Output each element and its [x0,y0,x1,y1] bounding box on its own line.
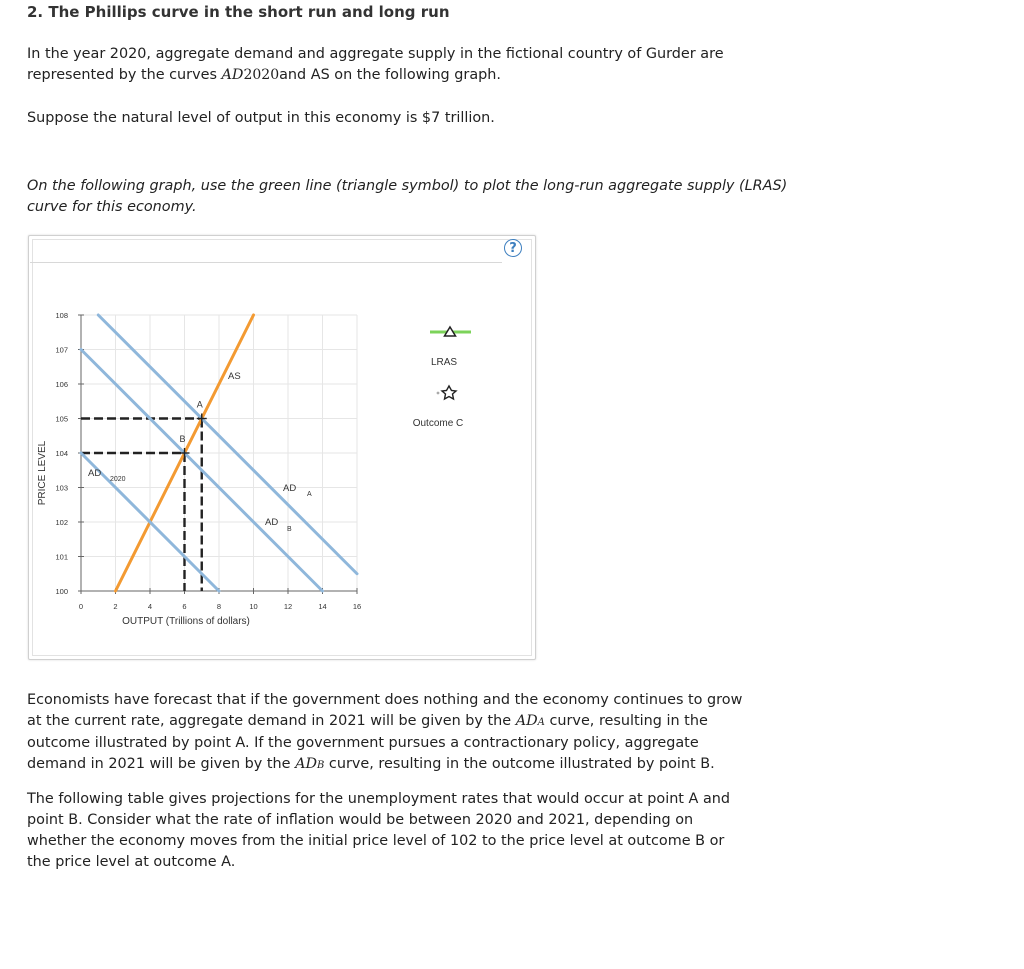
x-tick-label: 8 [216,602,222,611]
forecast-line-1: Economists have forecast that if the government does nothing and the economy continues to grow [27,692,743,708]
table-line-1: The following table gives projections for the unemployment rates that would occur at point A and [27,791,731,807]
outcome-c-handle-dot[interactable] [437,392,440,395]
forecast-line-3: outcome illustrated by point A. If the government pursues a contractionary policy, aggregate [27,735,699,751]
natural-level-text: Suppose the natural level of output in this economy is $7 trillion. [27,110,495,126]
outcome-c-tool[interactable] [437,386,456,399]
intro-line-1: In the year 2020, aggregate demand and aggregate supply in the fictional country of Gurder are [27,46,724,62]
help-icon[interactable]: ? [504,239,522,257]
y-axis-label: PRICE LEVEL [37,440,48,506]
table-line-2: point B. Consider what the rate of inflation would be between 2020 and 2021, depending on [27,812,694,828]
axis-layer [55,311,361,611]
forecast-line-2: at the current rate, aggregate demand in 2021 will be given by the ADA curve, resulting in the [27,713,708,729]
x-tick-label: 10 [249,602,258,611]
intro-text-end: and AS on the following graph. [279,67,501,83]
intro-text: represented by the curves [27,67,222,83]
table-line-3: whether the economy moves from the initial price level of 102 to the price level at outcome B or [27,833,725,849]
lras-tool[interactable] [430,327,471,336]
x-tick-label: 6 [182,602,187,611]
y-tick-label: 104 [55,449,68,458]
point-b-label: B [179,434,186,444]
question-title: 2. The Phillips curve in the short run and long run [27,3,450,21]
x-tick-label: 12 [283,602,293,611]
forecast-paragraph [27,690,817,776]
x-axis-label: OUTPUT (Trillions of dollars) [122,616,250,627]
graph-instruction: On the following graph, use the green line (triangle symbol) to plot the long-run aggregate supply (LRAS) curve for this economy. [27,178,788,215]
y-tick-label: 103 [55,483,68,493]
ada-symbol: ADA [515,713,545,729]
table-line-4: the price level at outcome A. [27,854,236,870]
forecast-line-4: demand in 2021 will be given by the ADB curve, resulting in the outcome illustrated by point B. [27,756,715,772]
y-tick-label: 102 [55,518,68,527]
x-tick-label: 4 [147,602,153,611]
curve-adb[interactable] [98,315,357,574]
y-tick-label: 107 [55,345,68,355]
lras-legend-label: LRAS [430,357,458,368]
y-tick-label: 101 [55,552,68,562]
curve-label-sub-adb: B [287,526,292,533]
curve-label-sub-ada: A [307,491,312,498]
curve-label-sub-ad2020: 2020 [110,476,126,483]
dashed-guides [81,419,202,592]
star-icon[interactable] [442,386,456,399]
y-tick-label: 105 [55,414,68,424]
curve-label-ada: AD [283,483,297,494]
y-tick-label: 100 [55,587,68,596]
x-tick-label: 0 [78,602,84,611]
curve-label-as: AS [228,371,241,382]
x-tick-label: 2 [113,602,118,611]
ad2020-symbol: AD2020 [221,67,280,83]
adb-symbol: ADB [295,756,325,772]
curve-label-adb: AD [265,517,279,528]
y-tick-label: 108 [55,311,68,320]
point-a-label: A [196,399,203,410]
curve-label-ad2020: AD [88,468,102,479]
x-tick-label: 14 [318,602,327,611]
x-tick-label: 16 [352,602,362,611]
y-tick-label: 106 [55,380,68,389]
table-intro-paragraph [27,789,817,873]
outcome-c-legend-label: Outcome C [412,418,464,429]
